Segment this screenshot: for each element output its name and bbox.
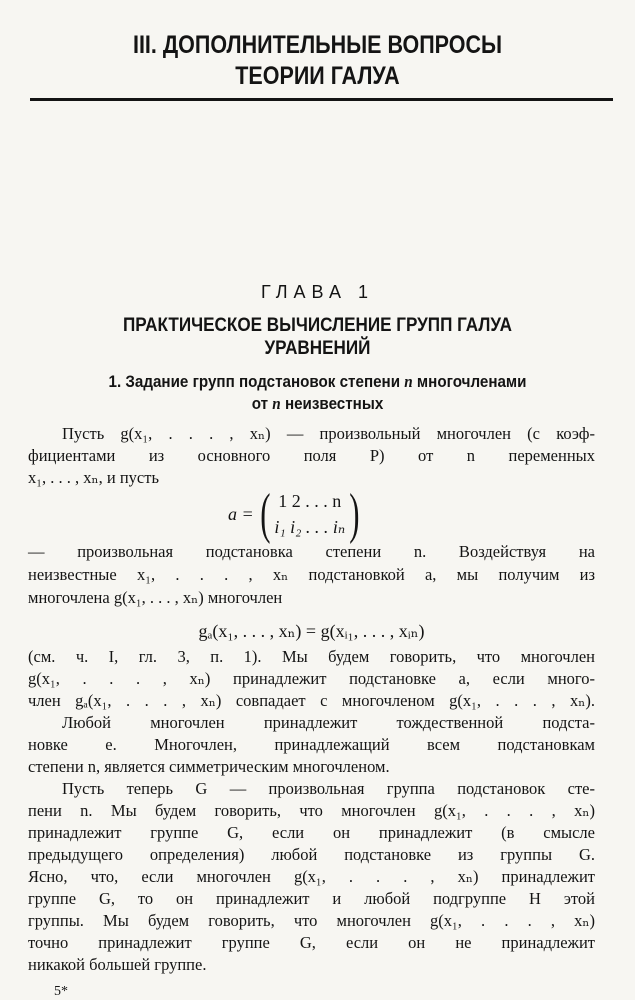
- text-line: степени n, является симметрическим многочленом.: [28, 757, 390, 776]
- part-title: [44, 30, 590, 92]
- text-line: фициентами из основного поля P) от n переменных: [28, 446, 595, 465]
- text-line: пени n. Мы будем говорить, что многочлен g(x₁, . . . , xₙ): [28, 801, 595, 820]
- text-line: многочлена g(x₁, . . . , xₙ) многочлен: [28, 588, 283, 607]
- text-line: новке e. Многочлен, принадлежащий всем подстановкам: [28, 735, 595, 754]
- text-line: (см. ч. I, гл. 3, п. 1). Мы будем говорить, что многочлен: [28, 647, 595, 666]
- text-line: точно принадлежит группе G, если он не принадлежит: [28, 933, 595, 952]
- text-line: принадлежит группе G, если он принадлежит (в смысле: [28, 823, 595, 842]
- title-rule: [30, 98, 613, 101]
- page-folio: 5*: [54, 984, 68, 999]
- chapter-title: [32, 314, 604, 360]
- section-title: [25, 371, 609, 415]
- chapter-label: ГЛАВА 1: [261, 282, 374, 302]
- right-paren: ): [349, 483, 360, 545]
- chapter-title-line-2: УРАВНЕНИЙ: [264, 338, 371, 359]
- text-line: предыдущего определения) любой подстановке из группы G.: [28, 845, 595, 864]
- formula: gₐ(x₁, . . . , xₙ) = g(xᵢ₁, . . . , xᵢₙ): [198, 621, 425, 641]
- permutation-matrix: [228, 483, 364, 545]
- text-line: никакой большей группе.: [28, 955, 207, 974]
- permutation-rows: [274, 488, 345, 540]
- permutation-lhs: a =: [228, 503, 254, 524]
- text-line: Ясно, что, если многочлен g(x₁, . . . , xₙ) принадлежит: [28, 867, 595, 886]
- section-title-line-1: 1. Задание групп подстановок степени n многочленами: [108, 372, 527, 391]
- chapter-title-line-1: ПРАКТИЧЕСКОЕ ВЫЧИСЛЕНИЕ ГРУПП ГАЛУА: [122, 315, 513, 336]
- text-line: g(x₁, . . . , xₙ) принадлежит подстановке a, если много-: [28, 669, 595, 688]
- permutation-bottom-row: i₁ i₂ . . . iₙ: [274, 517, 346, 537]
- text-line: x₁, . . . , xₙ, и пусть: [28, 468, 159, 487]
- text-line: — произвольная подстановка степени n. Воздействуя на: [28, 542, 595, 561]
- text-line: Пусть g(x₁, . . . , xₙ) — произвольный многочлен (с коэф-: [62, 424, 595, 443]
- text-line: Любой многочлен принадлежит тождественной подста-: [62, 713, 595, 732]
- text-line: группы. Мы будем говорить, что многочлен g(x₁, . . . , xₙ): [28, 911, 595, 930]
- text-line: группе G, то он принадлежит и любой подгруппе H этой: [28, 889, 595, 908]
- text-line: Пусть теперь G — произвольная группа подстановок сте-: [62, 779, 595, 798]
- text-line: неизвестные x₁, . . . , xₙ подстановкой a, мы получим из: [28, 565, 595, 584]
- permutation-top-row: 1 2 . . . n: [278, 491, 342, 511]
- section-title-line-2: от n неизвестных: [251, 394, 384, 413]
- text-line: член gₐ(x₁, . . . , xₙ) совпадает с многочленом g(x₁, . . . , xₙ).: [28, 691, 595, 710]
- part-title-line-2: ТЕОРИИ ГАЛУА: [235, 62, 400, 90]
- part-title-line-1: III. ДОПОЛНИТЕЛЬНЫЕ ВОПРОСЫ: [132, 31, 503, 59]
- left-paren: (: [259, 483, 271, 545]
